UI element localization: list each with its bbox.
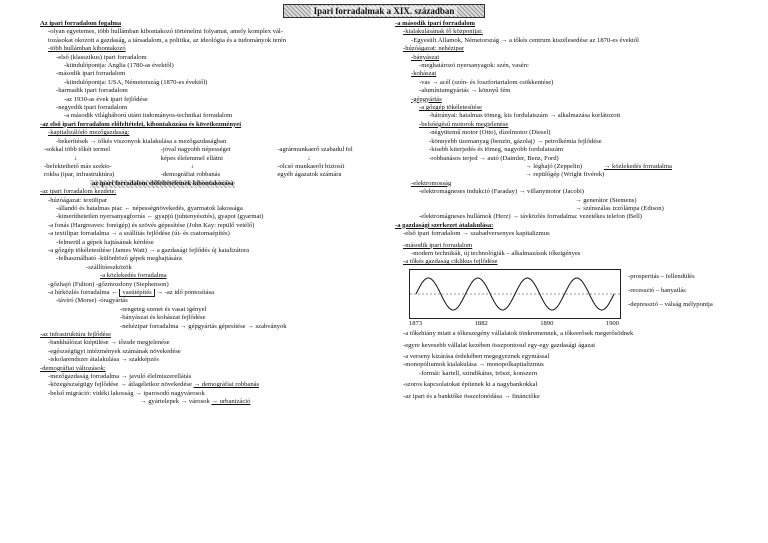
text-line: -a közlekedés forradalma [100, 272, 167, 280]
grid-cell [277, 146, 390, 180]
preconditions-banner: az ipari forradalom előfeltételeinek kibontakozása [92, 179, 234, 187]
text-line: -húzóágazat: textilipar [48, 196, 108, 204]
text-line: -belső migráció: vidéki lakosság → iparosodó nagyvárosok [48, 389, 205, 397]
preconditions-grid [44, 146, 390, 180]
text-line: → szénszálas izzólámpa (Edison) [575, 204, 664, 212]
text-line: -bankhálózat kiépülése → tőzsde megjelenése [48, 339, 170, 347]
text-line: -a textilipar forradalma → a szállítás fejlődése (út- és csatornaépítés) [48, 230, 230, 238]
section-heading: Az ipari forradalom fogalma [40, 20, 122, 27]
text-line: -első (klasszikus) ipari forradalom [56, 53, 147, 61]
text-span: → léghajó (Zeppelin) [525, 162, 583, 170]
tick-label: 1873 [409, 319, 423, 327]
cycle-label: -recesszió – hanyatlás [628, 286, 686, 294]
text-line: -vas → acél (szén- és foszfortartalom csökkentése) [419, 78, 554, 86]
business-cycle-chart [409, 269, 713, 319]
text-line: -elektromágneses indukció (Faraday) → villanymotor (Jacobi) [419, 188, 584, 196]
railway-box: vasútépítés [119, 289, 154, 297]
text-line: -távíró (Morse) -óragyártás [56, 297, 128, 305]
text-line: -a tőkehiány miatt a tőkeszegény vállalatok tönkremennek, a tőkeerősek megerősödnek [403, 330, 634, 338]
text-line: -könnyebb üzemanyag (benzin, gázolaj) → petrolkémia fejlődése [429, 137, 602, 145]
tick-label: 1882 [474, 319, 488, 327]
text-line: -kialakulásának fő központjai: [403, 28, 483, 36]
text-span: → közlekedés forradalma [603, 162, 672, 170]
text-line: -kapitalizálódó mezőgazdaság: [48, 129, 130, 137]
text-line: -az ipari és a banktőke összefonódása → finánctőke [403, 392, 540, 400]
text-line: -gépgyártás [411, 95, 442, 103]
text-line [40, 255, 390, 263]
text-line: -bányászat és kohászat fejlődése [120, 314, 206, 322]
text-line: -első ipari forradalom → szabadversenyes kapitalizmus [403, 230, 550, 238]
cycle-svg [410, 270, 620, 318]
text-line: -szállítóeszközök [86, 263, 132, 271]
text-line: -modern technikák, új technológiák – alkalmazásuk tőkeigényes [411, 249, 581, 257]
text-line: -jóval nagyobb népességet [160, 146, 231, 154]
text-line: -szoros kapcsolatokat építenek ki a nagybankokkal [403, 381, 538, 389]
text-line: képes élelemmel ellátni [160, 154, 223, 162]
cycle-label: -depresszió – válság mélypontja [628, 300, 713, 308]
text-line: -gőzhajó (Fulton) -gőzmozdony (Stephenson) [48, 280, 169, 288]
text-line: -bekerítések → tőkés viszonyok kialakulása a mezőgazdaságban [56, 137, 227, 145]
text-line: -sokkal több tőkét termel [44, 146, 111, 154]
section-heading: -a második ipari forradalom [395, 20, 476, 27]
text-line: -rengeteg szenet és vasat igényel [120, 305, 207, 313]
text-line: -a verseny kizárása érdekében megegyeznek egymással [403, 353, 550, 360]
text-line: -a gőzgép tökéletesítése (James Watt) → a gazdasági fejlődés új katalizátora [48, 246, 250, 254]
text-line: rokba (ipar, infrastruktúra) [44, 171, 115, 179]
text-line: -alumíniumgyártás → könnyű fém [419, 87, 511, 95]
text-span: -a hírközlés forradalma ← [48, 289, 118, 296]
text-line: → generátor (Siemens) [575, 196, 637, 204]
text-line: -elektromosság [411, 179, 452, 187]
section-heading: -az ipari forradalom kezdete: [40, 188, 117, 196]
text-line: -formái: kartell, szindikátus, tröszt, konszern [419, 369, 538, 377]
text-line: -negyedik ipari forradalom [56, 104, 128, 112]
text-line: -második ipari forradalom [56, 70, 126, 78]
grid-cell [44, 146, 157, 180]
text-line: -bányászat [411, 53, 440, 61]
text-line: -demográfiai robbanás [160, 171, 221, 179]
text-line: -egyre kevesebb vállalat kezében összpontosul egy-egy gazdasági ágazat [403, 341, 596, 349]
left-column [40, 20, 390, 407]
text-line: -robbanásos terjed → autó (Daimler, Benz, Ford) [429, 154, 559, 162]
text-line: → repülőgép (Wright fivérek) [525, 171, 605, 179]
text-line: -meghatározó nyersanyagok: szén, vasérc [419, 62, 529, 70]
text-line: -állandó és hatalmas piac ← népességnövekedés, gyarmatok lakossága [56, 204, 243, 212]
text-line: -monopóliumok kialakulása → monopolkapitalizmus [403, 361, 544, 369]
text-line [40, 373, 390, 381]
text-span: → urbanizáció [211, 398, 251, 406]
text-line: -iskolarendszer átalakulása → szakképzés [48, 356, 159, 364]
text-line: -a tőkés gazdaság ciklikus fejlődése [403, 258, 498, 266]
page-title: Ipari forradalmak a XIX. században [283, 4, 485, 18]
text-line: -a második világháború utáni tudományos-technikai forradalom [64, 112, 233, 120]
text-span: -mezőgazdaság forradalma → javuló élelmiszerellátás [48, 373, 192, 381]
text-line: -négyütemű motor (Otto), dízelmotor (Diesel) [429, 129, 551, 137]
text-line: -az 1930-as évek ipari fejlődése [64, 95, 148, 103]
text-span: → demográfiai robbanás [193, 381, 260, 389]
section-heading: -a gazdasági szerkezet átalakulása: [395, 221, 494, 229]
text-line [40, 398, 390, 406]
text-line: -agrármunkaerő szabadul fel [277, 146, 353, 154]
cycle-labels [628, 270, 768, 312]
text-span: -közegészségügy fejlődése → átlagéletkor növekedése [48, 381, 192, 389]
section-heading: -demográfiai változások: [40, 364, 106, 372]
text-line: -egészségügyi intézmények számának növekedése [48, 347, 181, 355]
text-line: -a fonás (Hargreaves: fonógép) és szövés gépesítése (John Kay: repülő vetélő) [48, 221, 255, 229]
text-line: -felmerül a gépek hajtásának kérdése [56, 238, 154, 246]
section-heading: -az infrastruktúra fejlődése [40, 331, 112, 339]
text-span: → gyártelepek → városok [140, 398, 210, 406]
text-line: -belsőégésű motorok megjelenése [419, 120, 509, 128]
cycle-wave [416, 278, 614, 310]
text-line [40, 381, 390, 389]
tick-label: 1900 [605, 319, 619, 327]
text-line: -a gőzgép tökéletesítése [419, 104, 482, 112]
text-line: -húzóágazat: nehézipar [403, 45, 464, 53]
text-line: -hátrányai: hatalmas tömeg, kis fordulatszám → alkalmazása korlátozott [429, 112, 621, 120]
grid-cell [161, 146, 274, 180]
text-line: -olcsó munkaerőt biztosít [277, 162, 345, 170]
text-line: -befektethető más szekto- [44, 162, 112, 170]
tick-label: 1890 [540, 319, 554, 327]
text-line: -Egyesült Államok, Németország → a tőkés centrum kiszélesedése az 1870-es évektől [411, 36, 639, 44]
text-span: → -az idő pontosítása [156, 289, 215, 296]
text-line: -elektromágneses hullámok (Herz) → távközlés forradalma: vezetékes telefon (Bell) [419, 213, 642, 221]
text-line: -több hullámban kibontakozó [48, 45, 126, 53]
text-line: -kohászat [411, 70, 437, 78]
text-line [40, 289, 390, 297]
text-line: -olyan egyetemes, több hullámban kibontakozó történelmi folyamat, amely komplex vál- [48, 28, 283, 36]
arrow: ↓ [190, 162, 194, 170]
arrow: ↓ [307, 154, 311, 162]
cycle-x-ticks [409, 320, 619, 328]
text-line [395, 163, 765, 171]
text-span: meghajtására [147, 255, 182, 263]
text-line: egyéb ágazatok számára [277, 171, 342, 179]
text-line: -kimeríthetetlen nyersanyagforrás ← gyapjú (juhtenyésztés), gyapot (gyarmat) [56, 213, 264, 221]
section-heading: -az első ipari forradalom előfeltételei, kibontakozása és következményei [40, 120, 242, 128]
text-line: -harmadik ipari forradalom [56, 87, 128, 95]
text-line: -kisebb kiterjedés és tömeg, nagyobb fordulatszám [429, 146, 564, 154]
text-line: tozásokat okozott a gazdaság, a társadalom, a politika, az ideológia és a tudományok terén [48, 36, 287, 44]
cycle-label: -prosperitás – fellendülés [628, 272, 695, 280]
arrow: ↓ [74, 154, 78, 162]
text-line: -kiindulópontja: Anglia (1780-as évektől) [64, 62, 174, 70]
right-column [395, 20, 765, 401]
text-line: -nehézipar forradalma → gépgyártás gépesítése → szabványok [120, 322, 287, 330]
text-line: -második ipari forradalom [403, 241, 473, 249]
text-line: -kiindulópontja: USA, Németország (1870-es évektől) [64, 78, 208, 86]
text-span: -felhasználható -különböző gépek [56, 255, 146, 263]
